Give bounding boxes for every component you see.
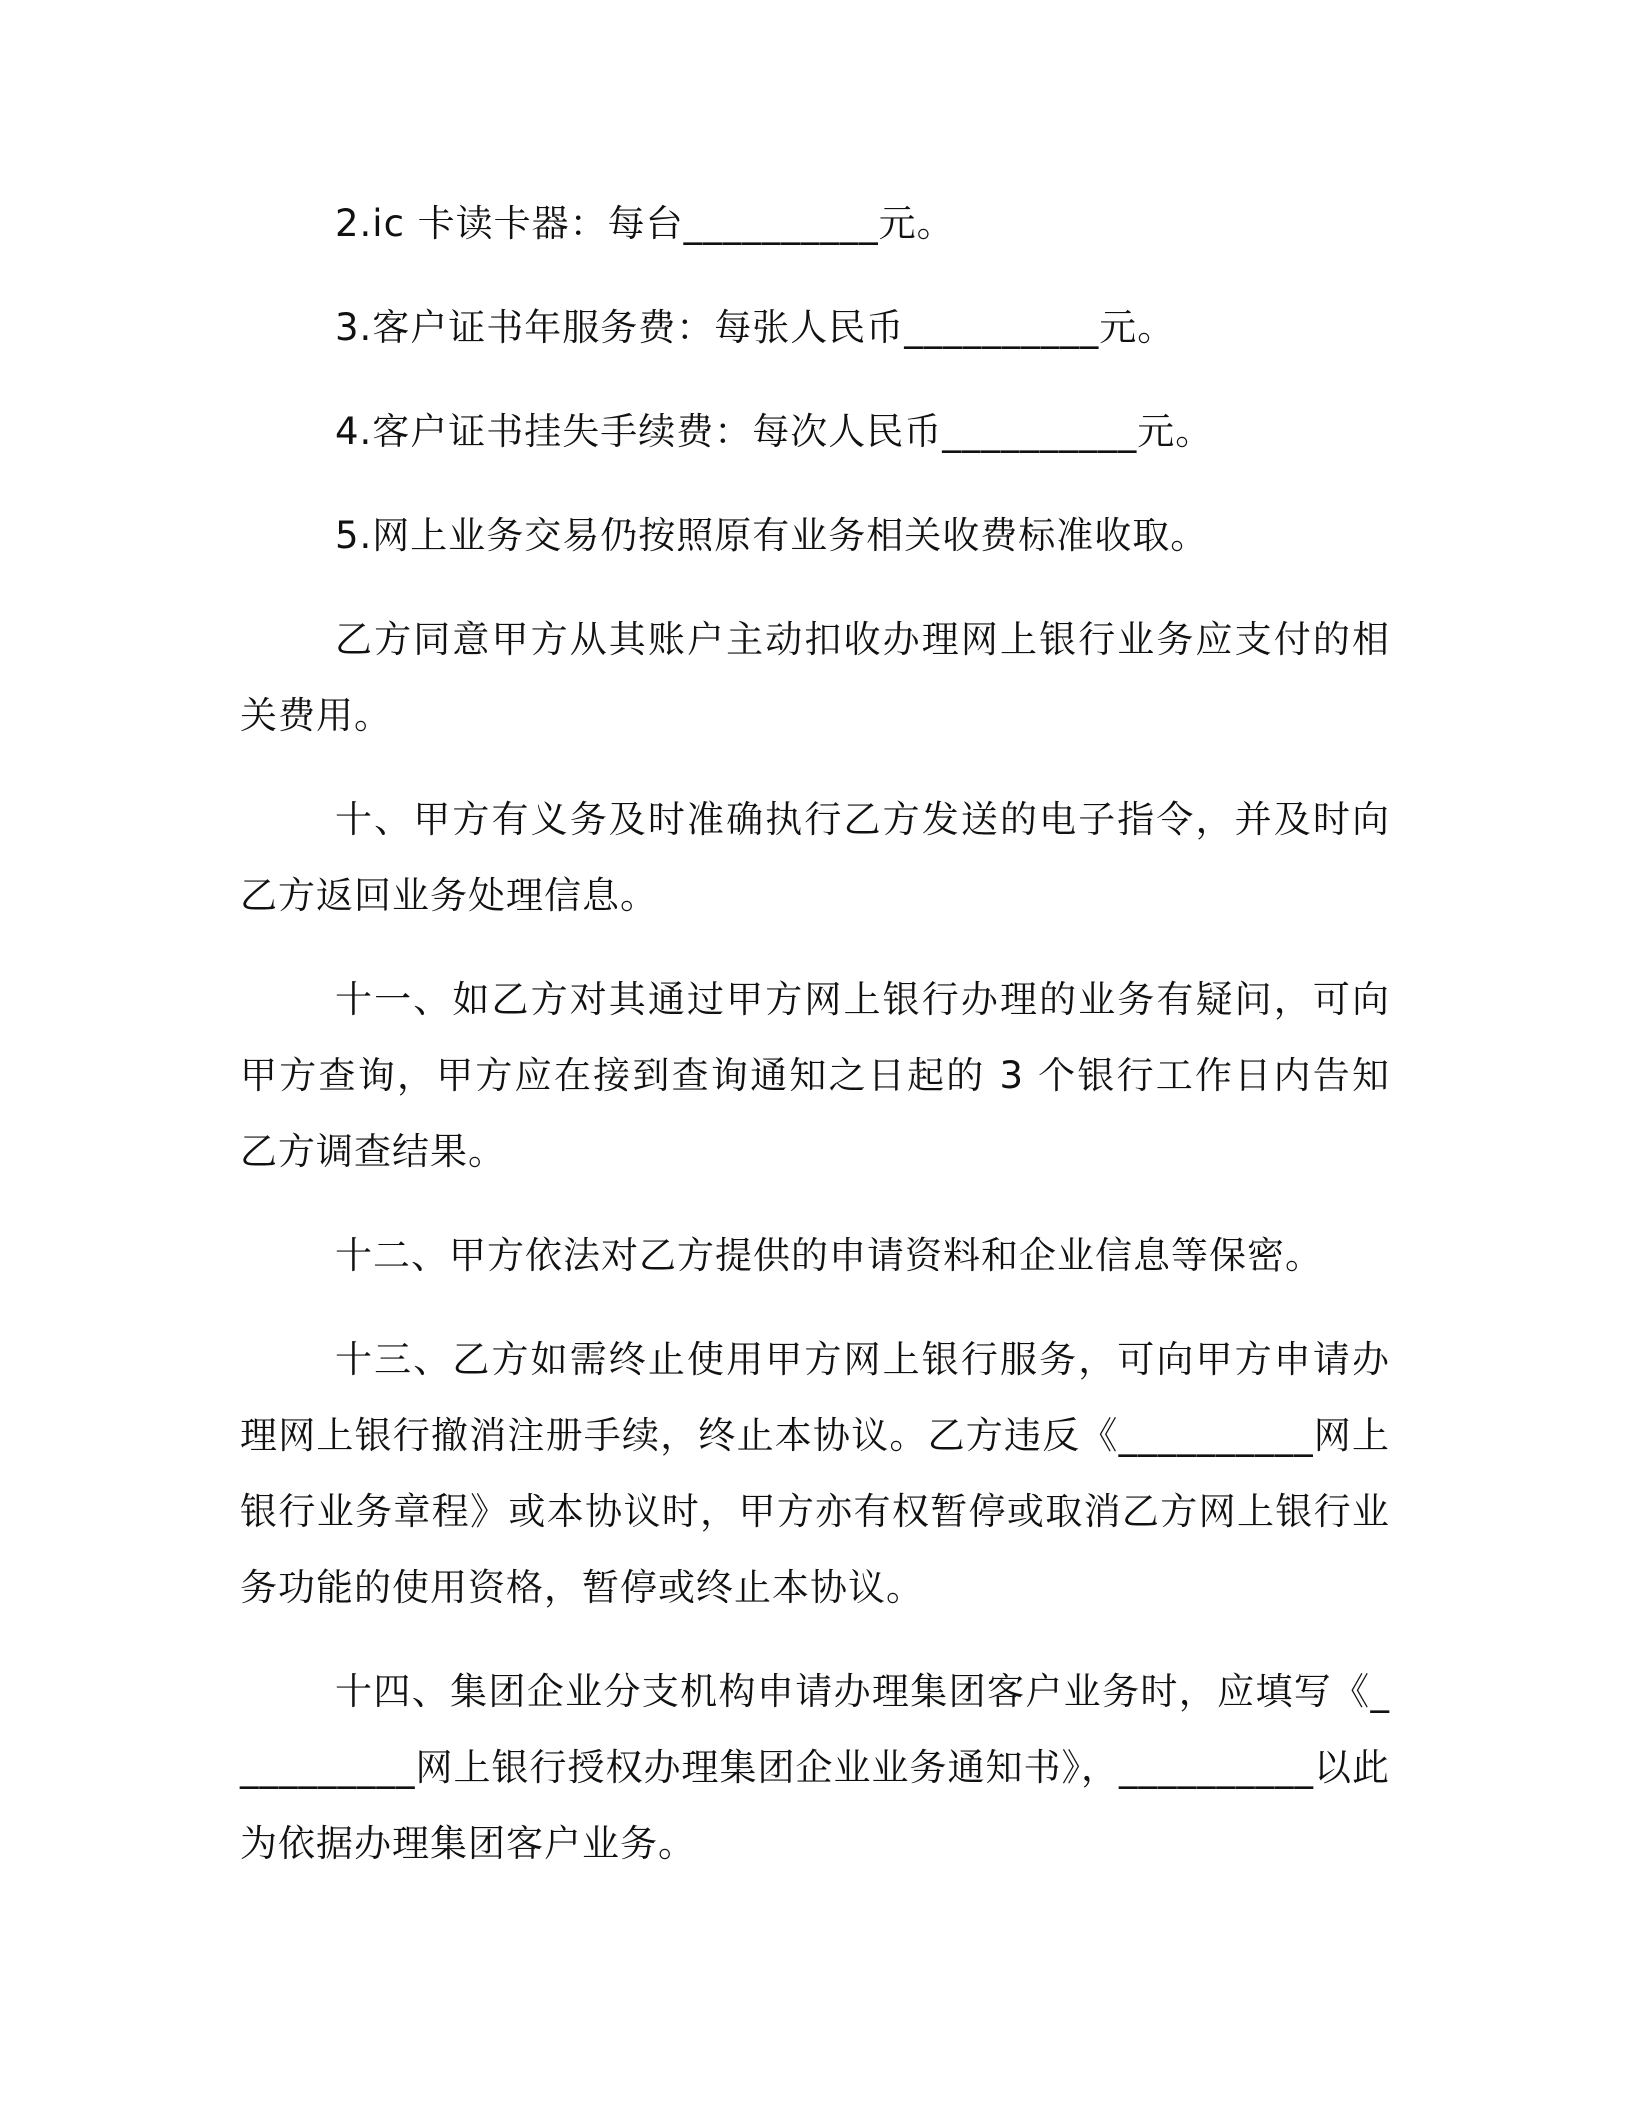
paragraph-clause-11: 十一、如乙方对其通过甲方网上银行办理的业务有疑问，可向甲方查询，甲方应在接到查询通知之日起的 3 个银行工作日内告知乙方调查结果。 [240, 978, 1390, 1173]
paragraph-fee-card-reader: 2.ic 卡读卡器：每台__________元。 [335, 202, 955, 245]
document-body [240, 186, 1390, 1910]
paragraph-fee-certificate-loss: 4.客户证书挂失手续费：每次人民币__________元。 [335, 410, 1214, 453]
paragraph-clause-13: 十三、乙方如需终止使用甲方网上银行服务，可向甲方申请办理网上银行撤消注册手续，终止本协议。乙方违反《__________网上银行业务章程》或本协议时，甲方亦有权暂停或取消乙方网上银行业务功能的使用资格，暂停或终止本协议。 [240, 1338, 1390, 1609]
paragraph-fee-certificate-annual: 3.客户证书年服务费：每张人民币__________元。 [335, 306, 1176, 349]
paragraph-clause-12: 十二、甲方依法对乙方提供的申请资料和企业信息等保密。 [335, 1234, 1323, 1277]
paragraph-clause-14: 十四、集团企业分支机构申请办理集团客户业务时，应填写《__________网上银行授权办理集团企业业务通知书》，__________以此为依据办理集团客户业务。 [240, 1670, 1390, 1865]
paragraph-fee-deduction: 乙方同意甲方从其账户主动扣收办理网上银行业务应支付的相关费用。 [240, 618, 1390, 737]
paragraph-clause-10: 十、甲方有义务及时准确执行乙方发送的电子指令，并及时向乙方返回业务处理信息。 [240, 798, 1390, 917]
paragraph-fee-transactions: 5.网上业务交易仍按照原有业务相关收费标准收取。 [335, 514, 1209, 557]
